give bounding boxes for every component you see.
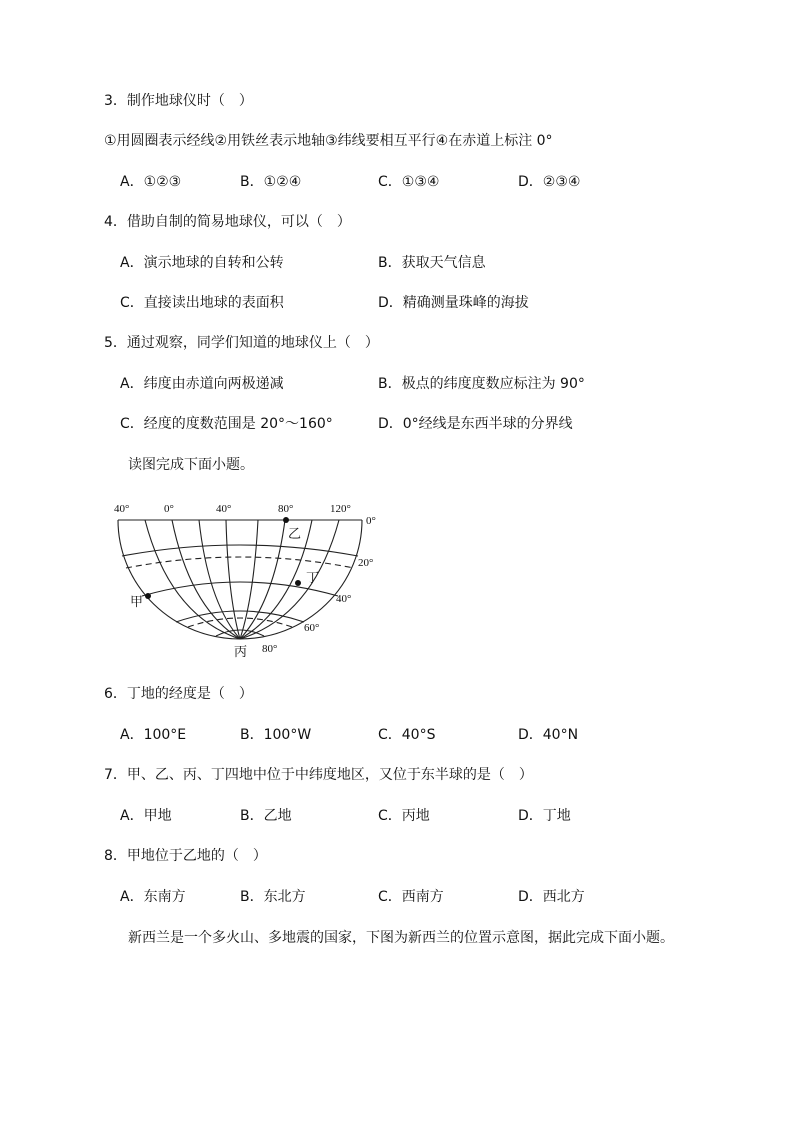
q5-option-c: C．经度的度数范围是 20°～160° bbox=[120, 416, 333, 432]
q6-option-a: A．100°E bbox=[120, 727, 187, 743]
q3-option-c: C．①③④ bbox=[378, 174, 440, 190]
q4-option-d: D．精确测量珠峰的海拔 bbox=[378, 295, 529, 311]
lat-label: 60° bbox=[304, 622, 320, 634]
lat-label: 80° bbox=[262, 643, 278, 655]
lat-label: 20° bbox=[358, 557, 374, 569]
q3-statements: ①用圆圈表示经线②用铁丝表示地轴③纬线要相互平行④在赤道上标注 0° bbox=[104, 133, 553, 149]
graticule-map bbox=[108, 496, 398, 666]
q5-stem: 5．通过观察，同学们知道的地球仪上（ ） bbox=[104, 335, 379, 351]
point-jia-label: 甲 bbox=[130, 594, 144, 609]
point-yi-dot bbox=[283, 517, 289, 523]
point-bing-label: 丙 bbox=[234, 644, 248, 659]
parallel-80 bbox=[216, 630, 264, 636]
q7-stem: 7．甲、乙、丙、丁四地中位于中纬度地区，又位于东半球的是（ ） bbox=[104, 767, 533, 783]
q7-option-b: B．乙地 bbox=[240, 808, 292, 824]
point-yi-label: 乙 bbox=[288, 526, 302, 541]
tropic-line bbox=[126, 557, 354, 568]
q6-option-b: B．100°W bbox=[240, 727, 312, 743]
graticule-figure bbox=[108, 496, 398, 666]
meridian bbox=[240, 520, 285, 639]
parallel-20 bbox=[122, 545, 358, 556]
q5-option-d: D．0°经线是东西半球的分界线 bbox=[378, 416, 573, 432]
map-outline bbox=[118, 520, 362, 639]
point-ding-dot bbox=[295, 580, 301, 586]
q8-option-c: C．西南方 bbox=[378, 889, 444, 905]
q8-option-a: A．东南方 bbox=[120, 889, 186, 905]
q8-option-d: D．西北方 bbox=[518, 889, 585, 905]
q8-stem: 8．甲地位于乙地的（ ） bbox=[104, 848, 267, 864]
q7-option-c: C．丙地 bbox=[378, 808, 430, 824]
lat-label: 40° bbox=[336, 593, 352, 605]
q7-option-a: A．甲地 bbox=[120, 808, 172, 824]
top-label: 80° bbox=[278, 503, 294, 515]
new-zealand-intro: 新西兰是一个多火山、多地震的国家，下图为新西兰的位置示意图，据此完成下面小题。 bbox=[128, 930, 674, 946]
q5-option-b: B．极点的纬度度数应标注为 90° bbox=[378, 376, 585, 392]
top-label: 40° bbox=[114, 503, 130, 515]
q6-option-c: C．40°S bbox=[378, 727, 436, 743]
q5-option-a: A．纬度由赤道向两极递减 bbox=[120, 376, 284, 392]
q6-stem: 6．丁地的经度是（ ） bbox=[104, 686, 253, 702]
top-label: 40° bbox=[216, 503, 232, 515]
q4-option-a: A．演示地球的自转和公转 bbox=[120, 255, 284, 271]
meridian bbox=[226, 520, 240, 639]
q4-stem: 4．借助自制的简易地球仪，可以（ ） bbox=[104, 214, 351, 230]
q8-option-b: B．东北方 bbox=[240, 889, 306, 905]
top-label: 0° bbox=[164, 503, 174, 515]
q3-stem: 3．制作地球仪时（ ） bbox=[104, 93, 253, 109]
lat-label: 0° bbox=[366, 515, 376, 527]
figure-intro: 读图完成下面小题。 bbox=[128, 457, 254, 473]
q7-option-d: D．丁地 bbox=[518, 808, 571, 824]
q6-option-d: D．40°N bbox=[518, 727, 579, 743]
meridian bbox=[145, 520, 240, 639]
q3-option-d: D．②③④ bbox=[518, 174, 581, 190]
point-jia-dot bbox=[145, 593, 151, 599]
q4-option-b: B．获取天气信息 bbox=[378, 255, 486, 271]
top-label: 120° bbox=[330, 503, 351, 515]
meridian bbox=[240, 520, 258, 639]
q4-option-c: C．直接读出地球的表面积 bbox=[120, 295, 284, 311]
q3-option-b: B．①②④ bbox=[240, 174, 302, 190]
q3-option-a: A．①②③ bbox=[120, 174, 182, 190]
point-ding-label: 丁 bbox=[306, 570, 320, 585]
